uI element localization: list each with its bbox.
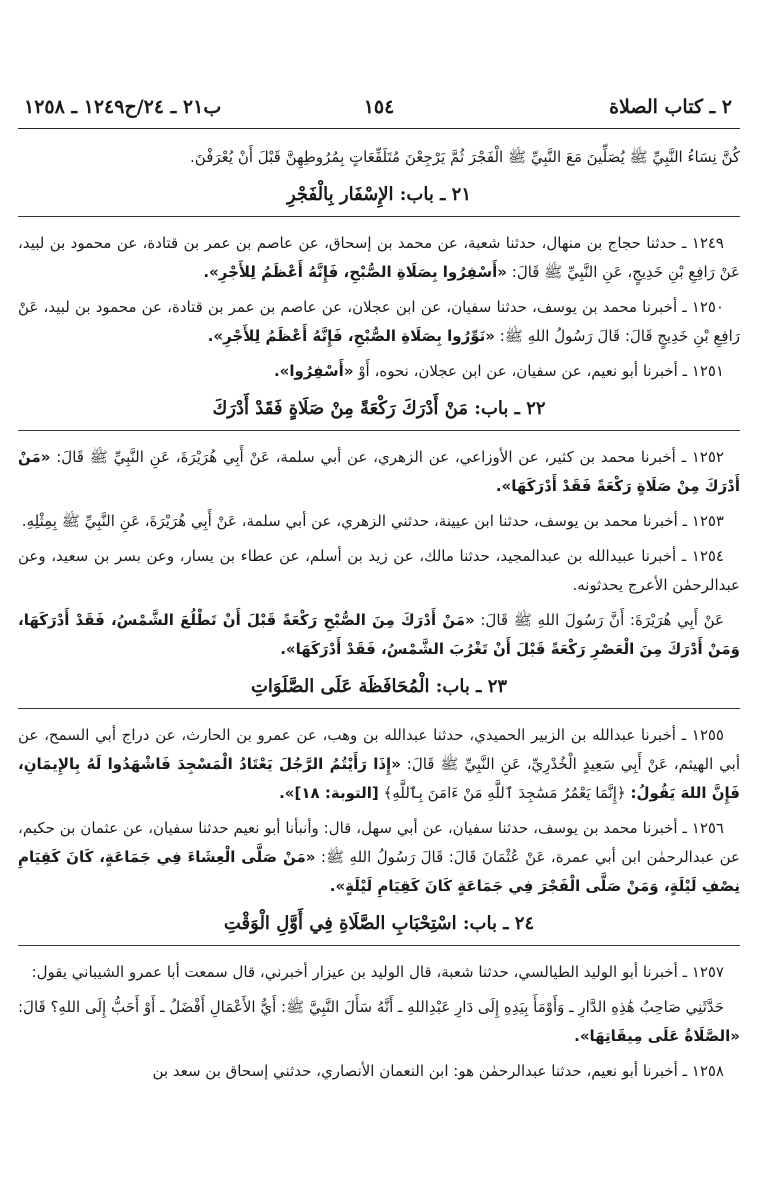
running-header	[18, 88, 740, 129]
hadith-1255	[18, 721, 740, 808]
isnad: ١٢٥٠ ـ أخبرنا محمد بن يوسف، حدثنا سفيان، عن ابن عجلان، عن عاصم بن عمر بن قتادة، عن محمود بن لبيد، عَنْ رَافِعِ بْنِ خَدِيجٍ قَالَ: قَالَ رَسُولُ اللهِ ﷺ:	[18, 298, 740, 345]
matn: «مَنْ أَدْرَكَ مِنْ صَلَاةٍ رَكْعَةً فَقَدْ أَدْرَكَهَا».	[18, 448, 740, 495]
quran-verse: ﴿إِنَّمَا يَعْمُرُ مَسَٰجِدَ ٱللَّهِ مَنْ ءَامَنَ بِٱللَّهِ﴾	[383, 784, 626, 802]
matn: «مَنْ صَلَّى الْعِشَاءَ فِي جَمَاعَةٍ، كَانَ كَقِيَامِ نِصْفِ لَيْلَةٍ، وَمَنْ صَلَّى الْفَجْرَ فِي جَمَاعَةٍ كَانَ كَقِيَامِ لَيْلَةٍ».	[18, 848, 740, 895]
hadith-1250	[18, 293, 740, 351]
matn: «أَسْفِرُوا بِصَلَاةِ الصُّبْحِ، فَإِنَّهُ أَعْظَمُ لِلأَجْرِ».	[203, 263, 507, 281]
matn: «نَوِّرُوا بِصَلَاةِ الصُّبْحِ، فَإِنَّهُ أَعْظَمُ لِلأَجْرِ».	[207, 327, 495, 345]
hadith-1257-text	[18, 993, 740, 1051]
matn: «أَسْفِرُوا».	[273, 362, 354, 380]
page-body	[18, 143, 740, 1086]
hadith-1251	[18, 357, 740, 386]
book-page	[18, 88, 740, 1188]
chapter-heading-22: ٢٢ ـ باب: مَنْ أَدْرَكَ رَكْعَةً مِنْ صَلَاةٍ فَقَدْ أَدْرَكَ	[18, 394, 740, 431]
chapter-heading-23: ٢٣ ـ باب: الْمُحَافَظَة عَلَى الصَّلَوَاتِ	[18, 672, 740, 709]
hadith-1256	[18, 814, 740, 901]
hadith-1254	[18, 542, 740, 600]
isnad: ١٢٥٦ ـ أخبرنا محمد بن يوسف، حدثنا سفيان، عن أبي سهل، قال: وأنبأنا أبو نعيم حدثنا سفيان، عن عثمان بن حكيم، عن عبدالرحمٰن ابن أبي عمرة، عَنْ عُثْمَانَ قَالَ: قَالَ رَسُولُ اللهِ ﷺ:	[18, 819, 740, 866]
book-section-title: ٢ ـ كتاب الصلاة	[609, 96, 732, 118]
hadith-1249	[18, 229, 740, 287]
isnad: ١٢٤٩ ـ حدثنا حجاج بن منهال، حدثنا شعبة، عن محمد بن إسحاق، عن عاصم بن عمر بن قتادة، عن محمود بن لبيد، عَنْ رَافِعِ بْنِ خَدِيجٍ، عَنِ النَّبِيِّ ﷺ قَالَ:	[18, 234, 740, 281]
isnad: ١٢٥٢ ـ أخبرنا محمد بن كثير، عن الأوزاعي، عن الزهري، عن أبي سلمة، عَنْ أَبِي هُرَيْرَةَ، عَنِ النَّبِيِّ ﷺ قَالَ:	[56, 448, 724, 466]
isnad: ١٢٥٥ ـ أخبرنا عبدالله بن الزبير الحميدي، حدثنا عبدالله بن وهب، عن عمرو بن الحارث، عن دراج أبي السمح، عن أبي الهيثم، عَنْ أَبِي سَعِيدٍ الْخُدْرِيِّ، عَنِ النَّبِيِّ ﷺ قَالَ:	[18, 726, 740, 773]
page-number: ١٥٤	[363, 96, 395, 118]
chapter-heading-24: ٢٤ ـ باب: اسْتِحْبَابِ الصَّلَاةِ فِي أَوَّلِ الْوَقْتِ	[18, 909, 740, 946]
hadith-1253: ١٢٥٣ ـ أخبرنا محمد بن يوسف، حدثنا ابن عيينة، حدثني الزهري، عن أبي سلمة، عَنْ أَبِي هُرَيْرَةَ، عَنِ النَّبِيِّ ﷺ بِمِثْلِهِ.	[21, 512, 724, 530]
hadith-1252	[18, 443, 740, 501]
isnad: ١٢٥٤ ـ أخبرنا عبيدالله بن عبدالمجيد، حدثنا مالك، عن زيد بن أسلم، عن عطاء بن يسار، وعن بسر بن سعيد، وعن عبدالرحمٰن الأعرج يحدثونه.	[18, 547, 740, 594]
continued-hadith-text: كُنَّ نِسَاءُ النَّبِيِّ ﷺ يُصَلِّينَ مَعَ النَّبِيِّ ﷺ الْفَجْرَ ثُمَّ يَرْجِعْنَ مُتَلَفِّعَاتٍ بِمُرُوطِهِنَّ قَبْلَ أَنْ يُعْرَفْنَ.	[190, 148, 740, 166]
hadith-1254-text	[18, 606, 740, 664]
narrator-intro: عَنْ أَبِي هُرَيْرَةَ: أَنَّ رَسُولَ اللهِ ﷺ قَالَ:	[480, 611, 724, 629]
chapter-hadith-range: ب٢١ ـ ٢٤/ح١٢٤٩ ـ ١٢٥٨	[24, 96, 222, 118]
chapter-heading-21: ٢١ ـ باب: الإِسْفَار بِالْفَجْرِ	[18, 180, 740, 217]
matn: «إِذَا رَأَيْتُمُ الرَّجُلَ يَعْتَادُ الْمَسْجِدَ فَاشْهَدُوا لَهُ بِالإِيمَانِ، فَإِنَّ اللهَ يَقُولُ:	[18, 755, 740, 802]
isnad: ١٢٥١ ـ أخبرنا أبو نعيم، عن سفيان، عن ابن عجلان، نحوه، أَوْ	[358, 362, 724, 380]
narration: حَدَّثَنِي صَاحِبُ هَٰذِهِ الدَّارِ ـ وَأَوْمَأَ بِيَدِهِ إِلَى دَارِ عَبْدِاللهِ ـ أَنَّهُ سَأَلَ النَّبِيَّ ﷺ: أَيُّ الأَعْمَالِ أَفْضَلُ ـ أَوْ أَحَبُّ إِلَى اللهِ؟ قَالَ:	[18, 998, 724, 1016]
hadith-1257: ١٢٥٧ ـ أخبرنا أبو الوليد الطيالسي، حدثنا شعبة، قال الوليد بن عيزار أخبرني، قال سمعت أبا عمرو الشيباني يقول:	[31, 963, 724, 981]
matn: «مَنْ أَدْرَكَ مِنَ الصُّبْحِ رَكْعَةً قَبْلَ أَنْ تَطْلُعَ الشَّمْسُ، فَقَدْ أَدْرَكَهَا، وَمَنْ أَدْرَكَ مِنَ الْعَصْرِ رَكْعَةً قَبْلَ أَنْ تَغْرُبَ الشَّمْسُ، فَقَدْ أَدْرَكَهَا».	[18, 611, 740, 658]
matn: «الصَّلَاةُ عَلَى مِيقَاتِهَا».	[574, 1027, 740, 1045]
hadith-1258: ١٢٥٨ ـ أخبرنا أبو نعيم، حدثنا عبدالرحمٰن هو: ابن النعمان الأنصاري، حدثني إسحاق بن سعد بن	[152, 1062, 724, 1080]
quran-reference: [التوبة: ١٨]».	[279, 784, 379, 802]
